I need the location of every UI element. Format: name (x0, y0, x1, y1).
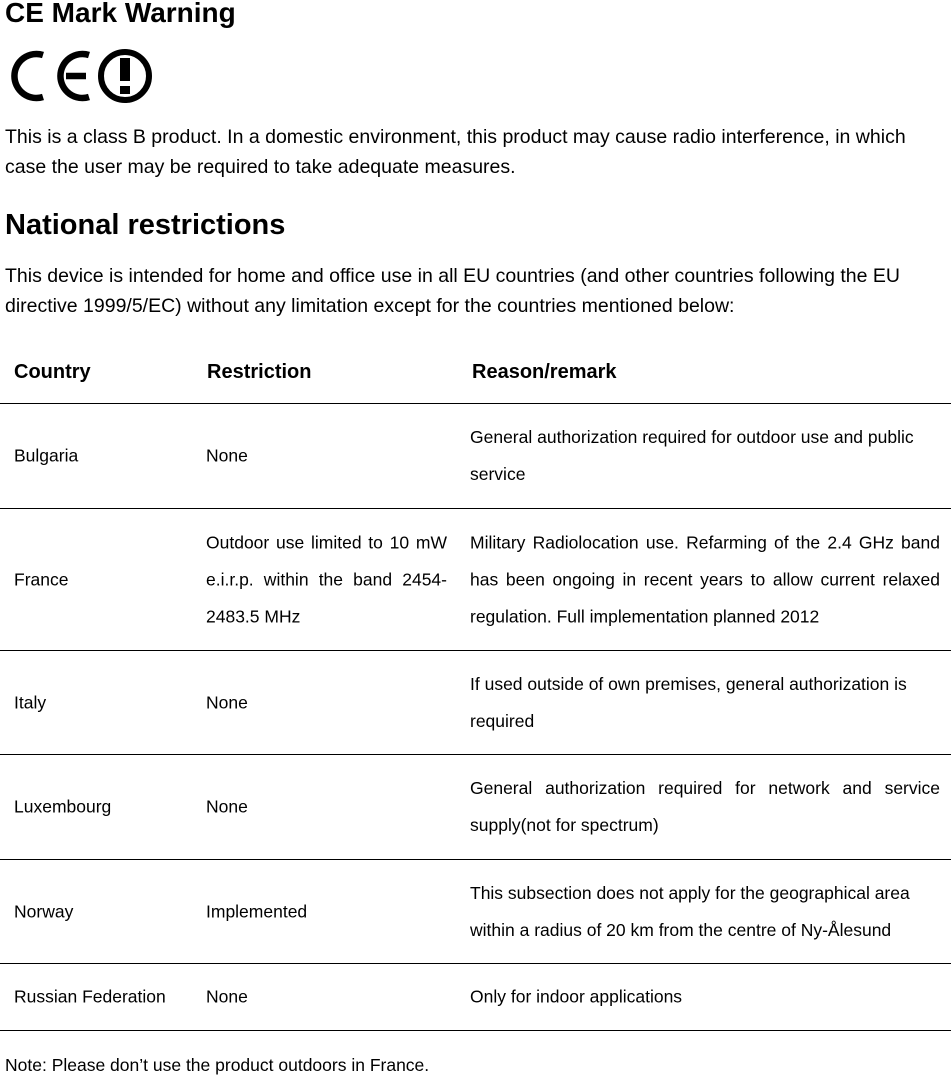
restriction-cell: Implemented (206, 901, 308, 921)
column-header-country: Country (14, 360, 91, 383)
table-header-row (0, 340, 951, 404)
restriction-cell: None (206, 986, 248, 1007)
country-cell: France (14, 569, 69, 589)
remark-cell: General authorization required for network and service supply(not for spectrum) (470, 778, 940, 835)
ce-mark-with-alert-icon (6, 46, 156, 106)
table-row (0, 509, 951, 651)
restriction-cell: Outdoor use limited to 10 mW e.i.r.p. within the band 2454-2483.5 MHz (206, 532, 447, 626)
table-row (0, 860, 951, 964)
restriction-cell: None (206, 445, 248, 466)
country-cell: Bulgaria (14, 445, 79, 466)
column-header-reason: Reason/remark (472, 360, 617, 383)
table-row (0, 964, 951, 1031)
national-restrictions-table (0, 340, 951, 1031)
country-cell: Italy (14, 692, 47, 712)
column-header-restriction: Restriction (207, 360, 312, 383)
remark-cell: If used outside of own premises, general authorization is required (470, 673, 907, 731)
country-cell: Norway (14, 901, 74, 921)
restrictions-heading: National restrictions (5, 209, 286, 241)
page-title: CE Mark Warning (5, 0, 236, 28)
remark-cell: Only for indoor applications (470, 986, 683, 1007)
table-row (0, 651, 951, 755)
restriction-cell: None (206, 796, 248, 817)
remark-cell: Military Radiolocation use. Refarming of the 2.4 GHz band has been ongoing in recent years to allow current relaxed regulation. Full implementation planned 2012 (470, 532, 940, 626)
remark-cell: General authorization required for outdoor use and public service (470, 427, 914, 484)
restriction-cell: None (206, 692, 248, 712)
footnote: Note: Please don’t use the product outdoors in France. (5, 1055, 430, 1075)
restrictions-intro-text: This device is intended for home and office use in all EU countries (and other countries following the EU directive 1999/5/EC) without any limitation except for the countries mentioned below: (5, 265, 900, 317)
table-row (0, 755, 951, 860)
country-cell: Russian Federation (14, 986, 166, 1007)
country-cell: Luxembourg (14, 796, 112, 817)
remark-cell: This subsection does not apply for the geographical area within a radius of 20 km from the centre of Ny-Ålesund (470, 882, 910, 940)
table-row (0, 404, 951, 509)
class-b-warning-text: This is a class B product. In a domestic environment, this product may cause radio interference, in which case the user may be required to take adequate measures. (5, 126, 906, 178)
